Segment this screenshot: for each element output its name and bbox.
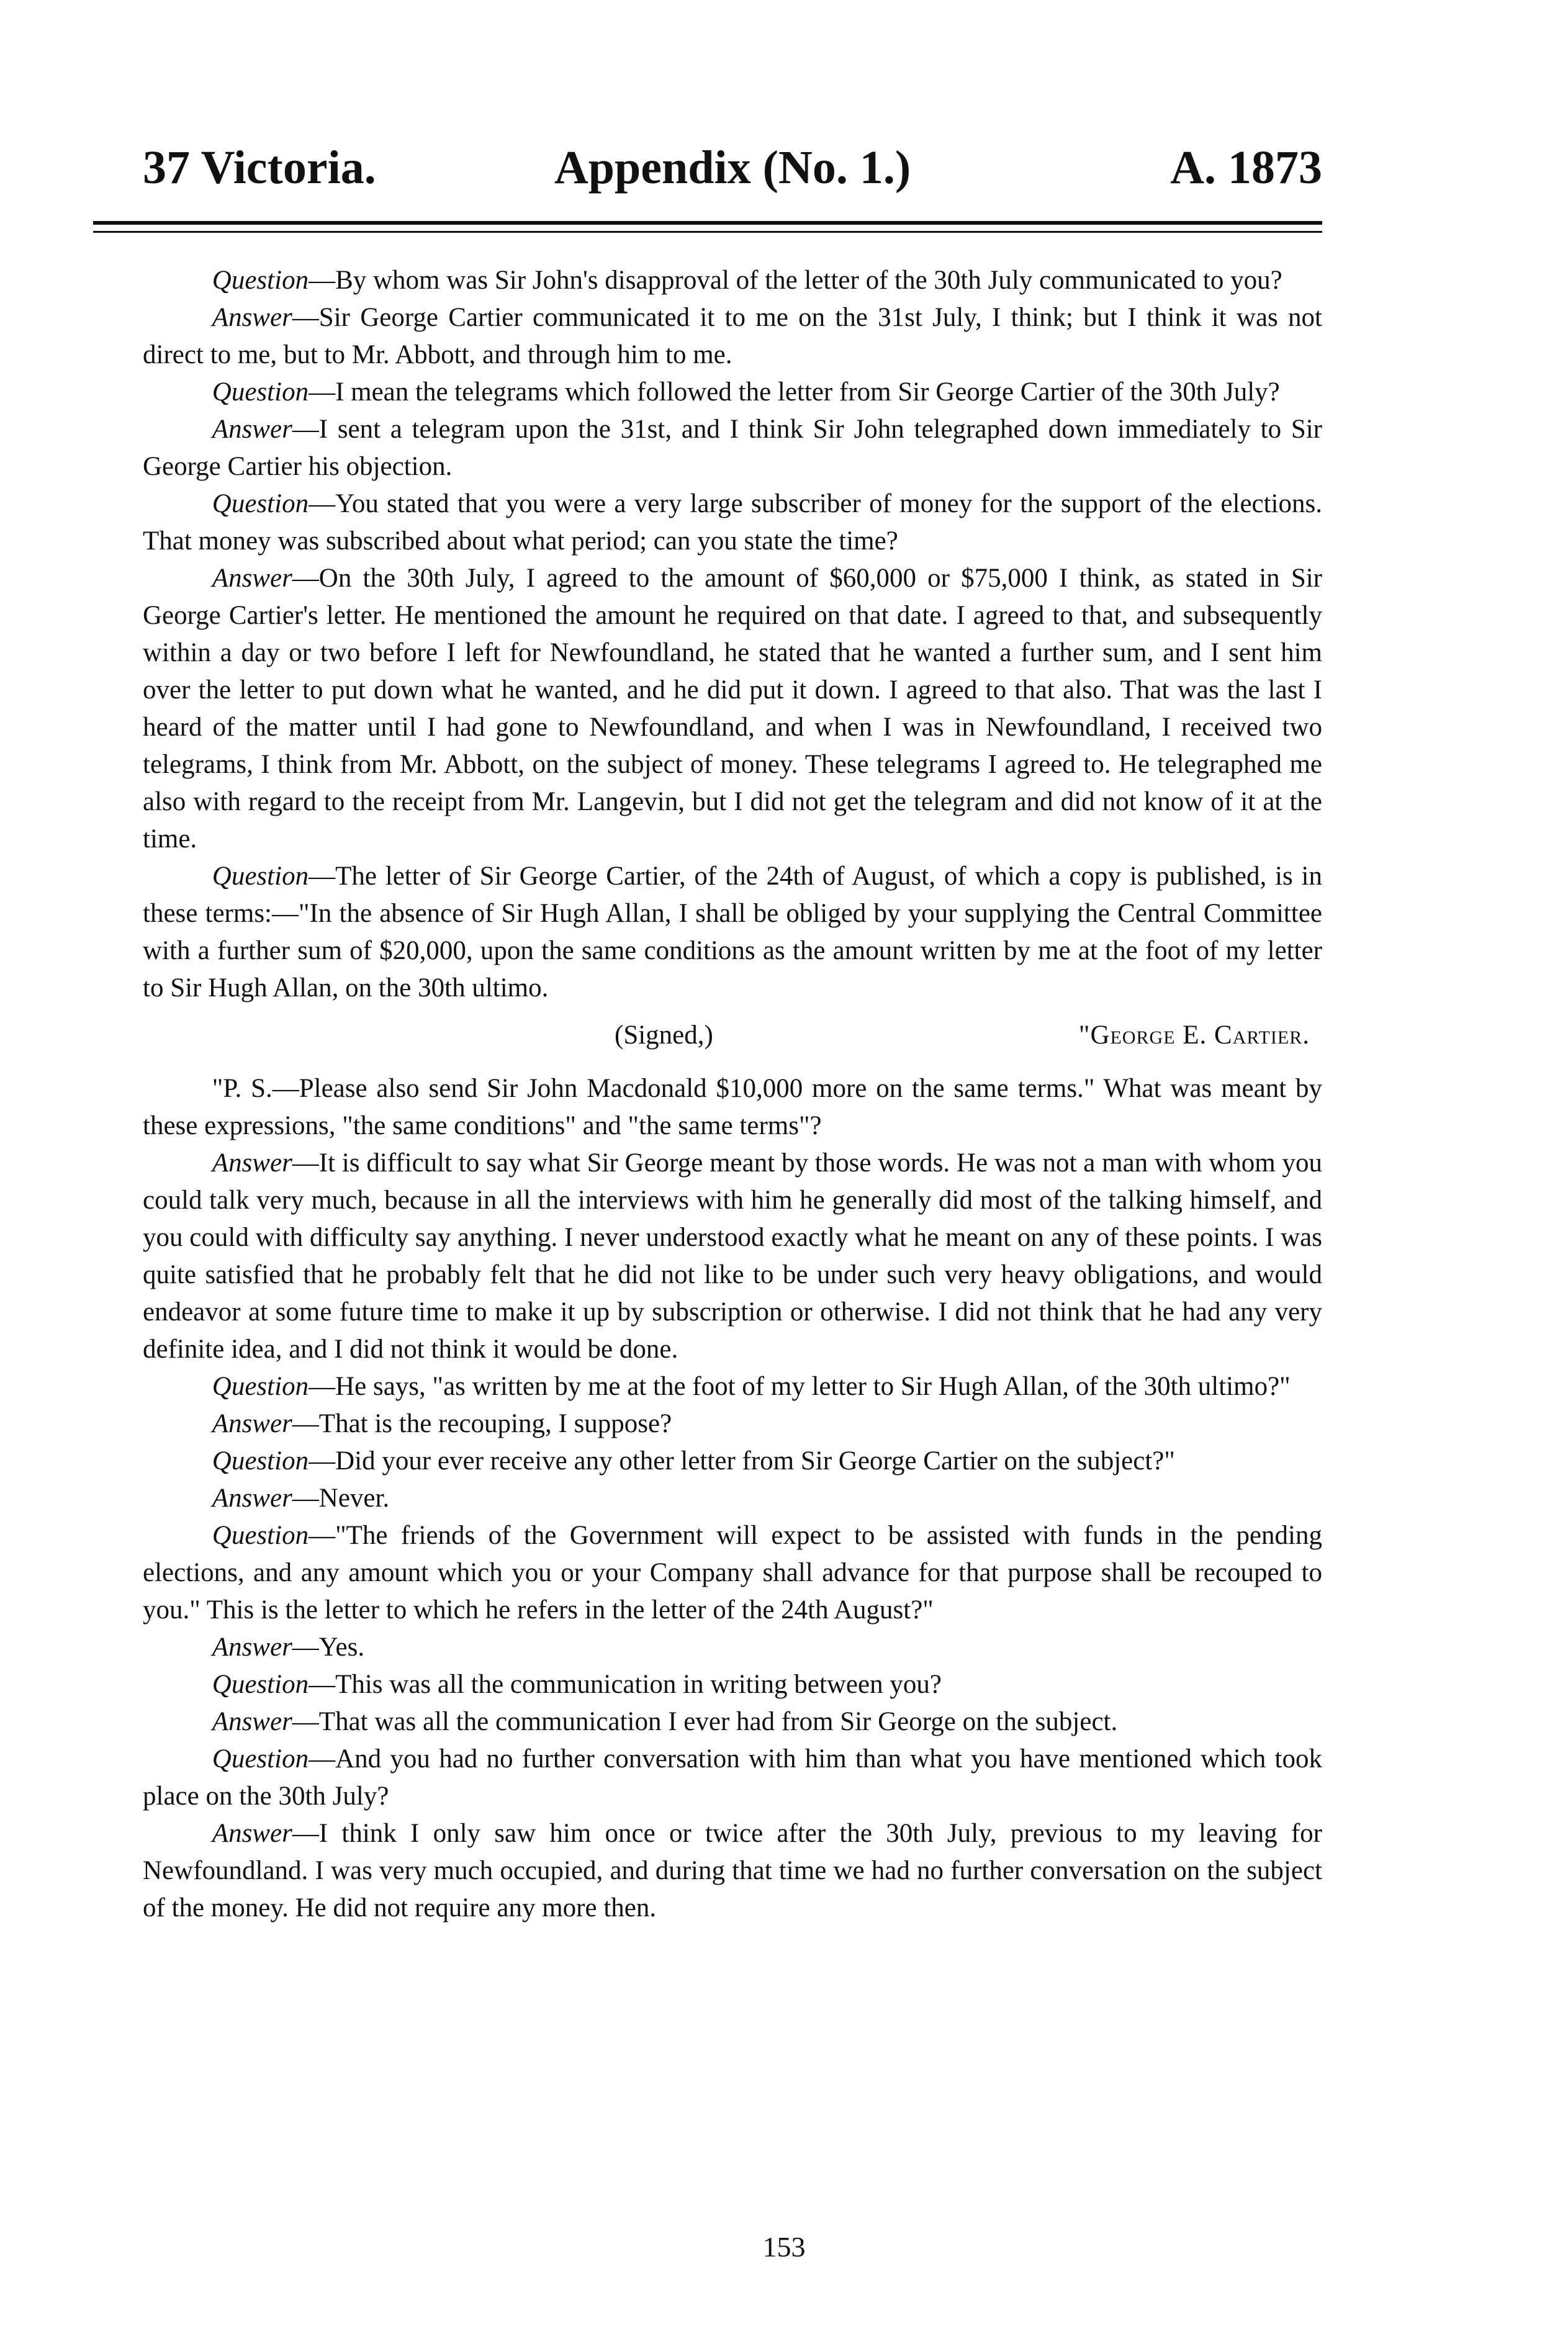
label-dash: — xyxy=(292,1819,319,1848)
paragraph-text: I sent a telegram upon the 31st, and I think Sir John telegraphed down immediately to Sir George Cartier his objection. xyxy=(143,415,1322,481)
paragraph-text: He says, "as written by me at the foot of my letter to Sir Hugh Allan, of the 30th ultimo?" xyxy=(335,1372,1291,1401)
paragraph-text: I think I only saw him once or twice after the 30th July, previous to my leaving for Newfoundland. I was very much occupied, and during that time we had no further conversation on the subject of the money. He did not require any more then. xyxy=(143,1819,1322,1923)
label-dash: — xyxy=(309,1670,336,1699)
label-dash: — xyxy=(292,1148,319,1178)
testimony-paragraph xyxy=(143,485,1322,560)
label-dash: — xyxy=(309,377,336,407)
paragraph-text: On the 30th July, I agreed to the amount of $60,000 or $75,000 I think, as stated in Sir George Cartier's letter. He mentioned the amount he required on that date. I agreed to that, and subsequently within a day or two before I left for Newfoundland, he stated that he wanted a further sum, and I sent him over the letter to put down what he wanted, and he did put it down. I agreed to that also. That was the last I heard of the matter until I had gone to Newfoundland, and when I was in Newfoundland, I received two telegrams, I think from Mr. Abbott, on the subject of money. These telegrams I agreed to. He telegraphed me also with regard to the receipt from Mr. Langevin, but I did not get the telegram and did not know of it at the time. xyxy=(143,564,1322,854)
signatory-name: "George E. Cartier. xyxy=(1078,1021,1310,1050)
testimony-paragraph xyxy=(143,1629,1322,1666)
header-volume: 37 Victoria. xyxy=(143,142,376,194)
testimony-block-1 xyxy=(143,262,1322,1007)
label-dash: — xyxy=(309,1744,336,1774)
speaker-label: Answer xyxy=(212,1148,292,1178)
speaker-label: Question xyxy=(212,1670,309,1699)
paragraph-text: Sir George Cartier communicated it to me on the 31st July, I think; but I think it was not direct to me, but to Mr. Abbott, and through him to me. xyxy=(143,303,1322,369)
paragraph-text: And you had no further conversation with him than what you have mentioned which took place on the 30th July? xyxy=(143,1744,1322,1811)
testimony-paragraph xyxy=(143,374,1322,411)
header-rule-thick xyxy=(93,221,1322,225)
paragraph-text: You stated that you were a very large subscriber of money for the support of the elections. That money was subscribed about what period; can you state the time? xyxy=(143,489,1322,556)
speaker-label: Question xyxy=(212,1372,309,1401)
testimony-paragraph xyxy=(143,1405,1322,1443)
speaker-label: Answer xyxy=(212,1819,292,1848)
label-dash: — xyxy=(309,1446,336,1476)
label-dash: — xyxy=(292,1484,319,1513)
paragraph-text: "P. S.—Please also send Sir John Macdonald $10,000 more on the same terms." What was meant by these expressions, "the same conditions" and "the same terms"? xyxy=(143,1074,1322,1140)
testimony-paragraph xyxy=(143,1070,1322,1145)
testimony-paragraph xyxy=(143,1368,1322,1405)
header-year: A. 1873 xyxy=(1170,142,1322,194)
label-dash: — xyxy=(309,266,336,295)
testimony-paragraph xyxy=(143,1443,1322,1480)
speaker-label: Question xyxy=(212,489,309,518)
paragraph-text: That was all the communication I ever had from Sir George on the subject. xyxy=(318,1707,1118,1736)
testimony-paragraph xyxy=(143,1666,1322,1703)
testimony-paragraph xyxy=(143,1703,1322,1741)
paragraph-text: Never. xyxy=(318,1484,390,1513)
testimony-paragraph xyxy=(143,411,1322,485)
label-dash: — xyxy=(292,564,319,593)
speaker-label: Question xyxy=(212,1521,309,1550)
testimony-paragraph xyxy=(143,262,1322,299)
label-dash: — xyxy=(292,303,319,332)
label-dash: — xyxy=(309,1521,336,1550)
testimony-paragraph xyxy=(143,560,1322,858)
testimony-paragraph xyxy=(143,1741,1322,1815)
paragraph-text: Did your ever receive any other letter from Sir George Cartier on the subject?" xyxy=(335,1446,1175,1476)
header-appendix: Appendix (No. 1.) xyxy=(554,142,911,194)
signed-label: (Signed,) xyxy=(615,1021,713,1050)
testimony-paragraph xyxy=(143,1517,1322,1629)
label-dash: — xyxy=(292,1633,319,1662)
paragraph-text: The letter of Sir George Cartier, of the 24th of August, of which a copy is published, is in these terms:—"In the absence of Sir Hugh Allan, I shall be obliged by your supplying the Central Committee with a further sum of $20,000, upon the same conditions as the amount written by me at the foot of my letter to Sir Hugh Allan, on the 30th ultimo. xyxy=(143,862,1322,1003)
paragraph-text: This was all the communication in writing between you? xyxy=(335,1670,942,1699)
page-body xyxy=(143,262,1322,1927)
label-dash: — xyxy=(309,489,336,518)
paragraph-text: It is difficult to say what Sir George meant by those words. He was not a man with whom you could talk very much, because in all the interviews with him he generally did most of the talking himself, and you could with difficulty say anything. I never understood exactly what he meant on any of these points. I was quite satisfied that he probably felt that he did not like to be under such very heavy obligations, and would endeavor at some future time to make it up by subscription or otherwise. I did not think that he had any very definite idea, and I did not think it would be done. xyxy=(143,1148,1322,1364)
testimony-block-2 xyxy=(143,1070,1322,1927)
speaker-label: Answer xyxy=(212,415,292,444)
label-dash: — xyxy=(292,1409,319,1438)
testimony-paragraph xyxy=(143,858,1322,1007)
speaker-label: Question xyxy=(212,1446,309,1476)
speaker-label: Question xyxy=(212,862,309,891)
label-dash: — xyxy=(292,1707,319,1736)
speaker-label: Answer xyxy=(212,1484,292,1513)
signature-line xyxy=(143,1017,1322,1054)
testimony-paragraph xyxy=(143,299,1322,374)
speaker-label: Answer xyxy=(212,1707,292,1736)
speaker-label: Question xyxy=(212,377,309,407)
paragraph-text: I mean the telegrams which followed the letter from Sir George Cartier of the 30th July? xyxy=(335,377,1280,407)
speaker-label: Answer xyxy=(212,1633,292,1662)
page-header xyxy=(143,133,1322,202)
speaker-label: Question xyxy=(212,266,309,295)
header-rule-thin xyxy=(93,231,1322,233)
label-dash: — xyxy=(309,862,336,891)
speaker-label: Question xyxy=(212,1744,309,1774)
testimony-paragraph xyxy=(143,1815,1322,1927)
label-dash: — xyxy=(309,1372,336,1401)
page-number: 153 xyxy=(762,2231,806,2263)
testimony-paragraph xyxy=(143,1145,1322,1368)
speaker-label: Answer xyxy=(212,303,292,332)
speaker-label: Answer xyxy=(212,564,292,593)
paragraph-text: By whom was Sir John's disapproval of the letter of the 30th July communicated to you? xyxy=(335,266,1282,295)
paragraph-text: Yes. xyxy=(318,1633,365,1662)
label-dash: — xyxy=(292,415,319,444)
paragraph-text: "The friends of the Government will expect to be assisted with funds in the pending elections, and any amount which you or your Company shall advance for that purpose shall be recouped to you." This is the letter to which he refers in the letter of the 24th August?" xyxy=(143,1521,1322,1625)
testimony-paragraph xyxy=(143,1480,1322,1517)
paragraph-text: That is the recouping, I suppose? xyxy=(318,1409,672,1438)
speaker-label: Answer xyxy=(212,1409,292,1438)
